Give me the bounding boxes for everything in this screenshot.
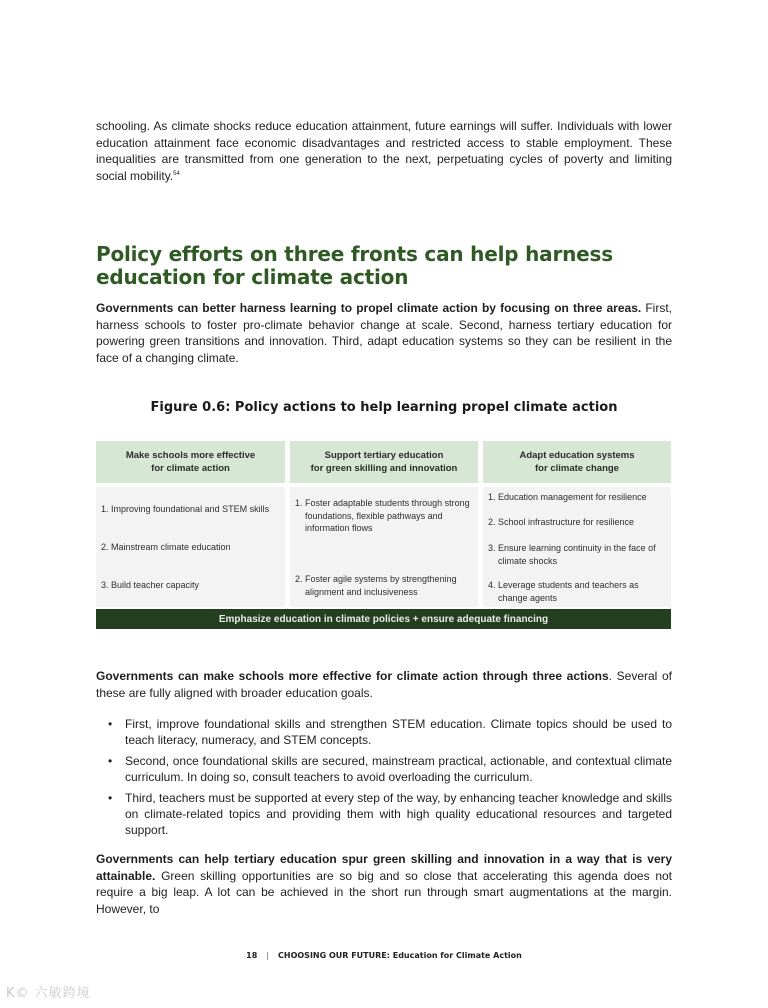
intro-text: schooling. As climate shocks reduce education attainment, future earnings will suffer. Individuals with lower education attainment face economic disadvantages and restricted access to stable employment. These inequalities are transmitted from one generation to the next, perpetuating cycles of poverty and limiting social mobility. [96,119,672,183]
column-header: Make schools more effective for climate action [96,441,285,483]
column-body [290,487,478,607]
figure-item: 3. Ensure learning continuity in the face of climate shocks [488,543,656,566]
figure-banner: Emphasize education in climate policies + ensure adequate financing [96,609,671,629]
policy-paragraph [96,300,672,366]
figure-item: 2. School infrastructure for resilience [488,517,635,527]
figure-column-schools [96,441,285,607]
figure-item: 2. Foster agile systems by strengthening alignment and inclusiveness [295,574,457,597]
policy-rest: First, harness schools to foster pro-climate behavior change at scale. Second, harness tertiary education for powering green transitions and innovation. Third, adapt education systems so they can be resilient in the face of a changing climate. [96,301,672,365]
page-number: 18 [246,951,258,960]
section-heading: Policy efforts on three fronts can help harness education for climate action [96,242,613,289]
list-item: • Second, once foundational skills are secured, mainstream practical, actionable, and contextual climate curriculum. In doing so, consult teachers to avoid overloading the curriculum. [108,754,672,784]
figure-item: 1. Education management for resilience [488,492,647,502]
bullet-icon: • [108,791,113,805]
bullet-list [96,716,672,843]
page-footer [0,951,768,960]
list-item: • First, improve foundational skills and strengthen STEM education. Climate topics should be used to teach literacy, numeracy, and STEM concepts. [108,717,672,747]
column-body [96,487,285,607]
list-item: • Third, teachers must be supported at every step of the way, by enhancing teacher knowledge and skills on climate-related topics and providing them with high quality educational resources and targeted support. [108,791,672,837]
column-header: Adapt education systems for climate change [483,441,671,483]
bullet-icon: • [108,754,113,768]
schools-lead: Governments can make schools more effective for climate action through three actions [96,669,609,683]
watermark: K© 六敏跨境 [6,986,91,1001]
figure-title: Figure 0.6: Policy actions to help learning propel climate action [150,400,618,415]
figure-item: 3. Build teacher capacity [101,580,200,590]
schools-rest: . Several of these are fully aligned with broader education goals. [96,669,673,700]
figure-column-adapt [483,441,671,607]
figure-item: 2. Mainstream climate education [101,542,231,552]
intro-paragraph [96,118,672,184]
bullet-icon: • [108,717,113,731]
column-header: Support tertiary education for green skilling and innovation [290,441,478,483]
policy-figure [96,441,671,630]
figure-item: 1. Improving foundational and STEM skills [101,504,270,514]
policy-lead: Governments can better harness learning to propel climate action by focusing on three areas. [96,301,642,315]
figure-item: 4. Leverage students and teachers as change agents [488,580,639,603]
tertiary-paragraph [96,851,672,917]
report-title: CHOOSING OUR FUTURE: Education for Climate Action [278,951,522,960]
schools-paragraph [96,668,672,701]
footnote-ref[interactable]: 54 [173,170,180,177]
tertiary-rest: Green skilling opportunities are so big and so close that accelerating this agenda does not require a big leap. A lot can be achieved in the short run through smart augmentations at the margin. However, to [96,868,672,916]
column-body [483,487,671,607]
footer-separator: | [266,951,270,960]
figure-column-tertiary [290,441,478,607]
figure-item: 1. Foster adaptable students through strong foundations, flexible pathways and information flows [295,498,470,533]
tertiary-lead: Governments can help tertiary education spur green skilling and innovation in a way that is very attainable. [96,852,672,883]
